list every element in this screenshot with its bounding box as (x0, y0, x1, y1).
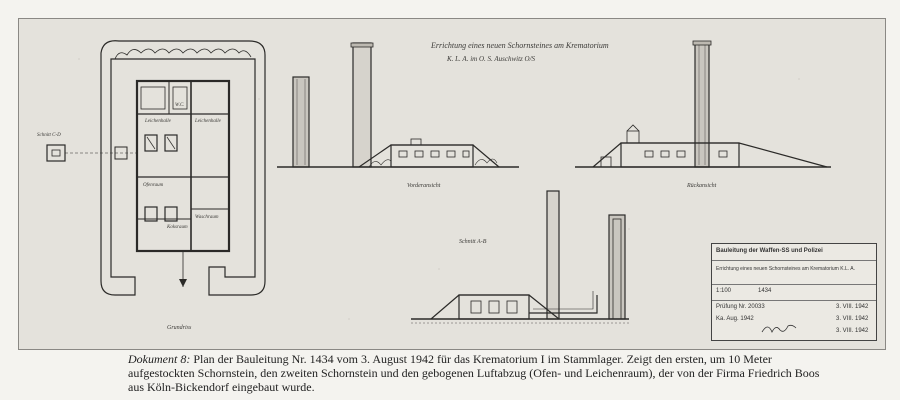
plan-bottom-label: Grundriss (167, 325, 192, 331)
caption-line-3: aus Köln-Bickendorf eingebaut wurde. (128, 380, 315, 394)
title-block-project: Errichtung eines neuen Schornsteines am Krematorium K.L. A. (716, 266, 855, 272)
caption-line-2: aufgestockten Schornstein, den zweiten Schornstein und den gebogenen Luftabzug (Ofen- und Leichenraum), der von der Firma Friedrich Boos (128, 366, 820, 380)
title-block-date-3: 3. VIII. 1942 (836, 328, 869, 334)
floor-plan (47, 41, 265, 295)
caption-line-1: Plan der Bauleitung Nr. 1434 vom 3. August 1942 für das Krematorium I im Stammlager. Zeigt den ersten, um 10 Meter (193, 352, 772, 366)
rear-elevation-label: Rückansicht (687, 183, 717, 189)
plan-label-right-room: Leichenhalle (195, 119, 221, 124)
plan-side-label: Schnitt C-D (37, 133, 61, 138)
title-block-date-2: 3. VIII. 1942 (836, 316, 869, 322)
plan-label-wash-room: Waschraum (195, 215, 219, 220)
plan-label-coke-room: Koksraum (167, 225, 188, 230)
architectural-drawing (18, 18, 886, 350)
title-block-header: Bauleitung der Waffen-SS und Polizei (716, 248, 823, 254)
plan-label-oven-room: Ofenraum (143, 183, 164, 188)
title-block (711, 243, 877, 341)
rear-elevation (575, 41, 831, 167)
signature-scribble (760, 322, 800, 336)
title-block-date-1: 3. VIII. 1942 (836, 304, 869, 310)
title-block-scale: 1:100 (716, 288, 732, 294)
title-block-stamp: Ka. Aug. 1942 (716, 316, 754, 322)
plan-label-left-room: Leichenhalle (145, 119, 171, 124)
document-caption (128, 352, 888, 394)
front-elevation-label: Vorderansicht (407, 183, 441, 189)
drawing-title: Errichtung eines neuen Schornsteines am Krematorium (431, 41, 609, 50)
title-block-registration: Prüfung Nr. 20033 (716, 304, 765, 310)
section-label: Schnitt A-B (459, 239, 487, 245)
section-view (411, 191, 629, 323)
plan-label-wc: W.C. (175, 103, 185, 108)
caption-label: Dokument 8: (128, 352, 191, 366)
drawing-subtitle: K. L. A. im O. S. Auschwitz O/S (447, 55, 536, 63)
title-block-plan-no: 1434 (758, 288, 772, 294)
